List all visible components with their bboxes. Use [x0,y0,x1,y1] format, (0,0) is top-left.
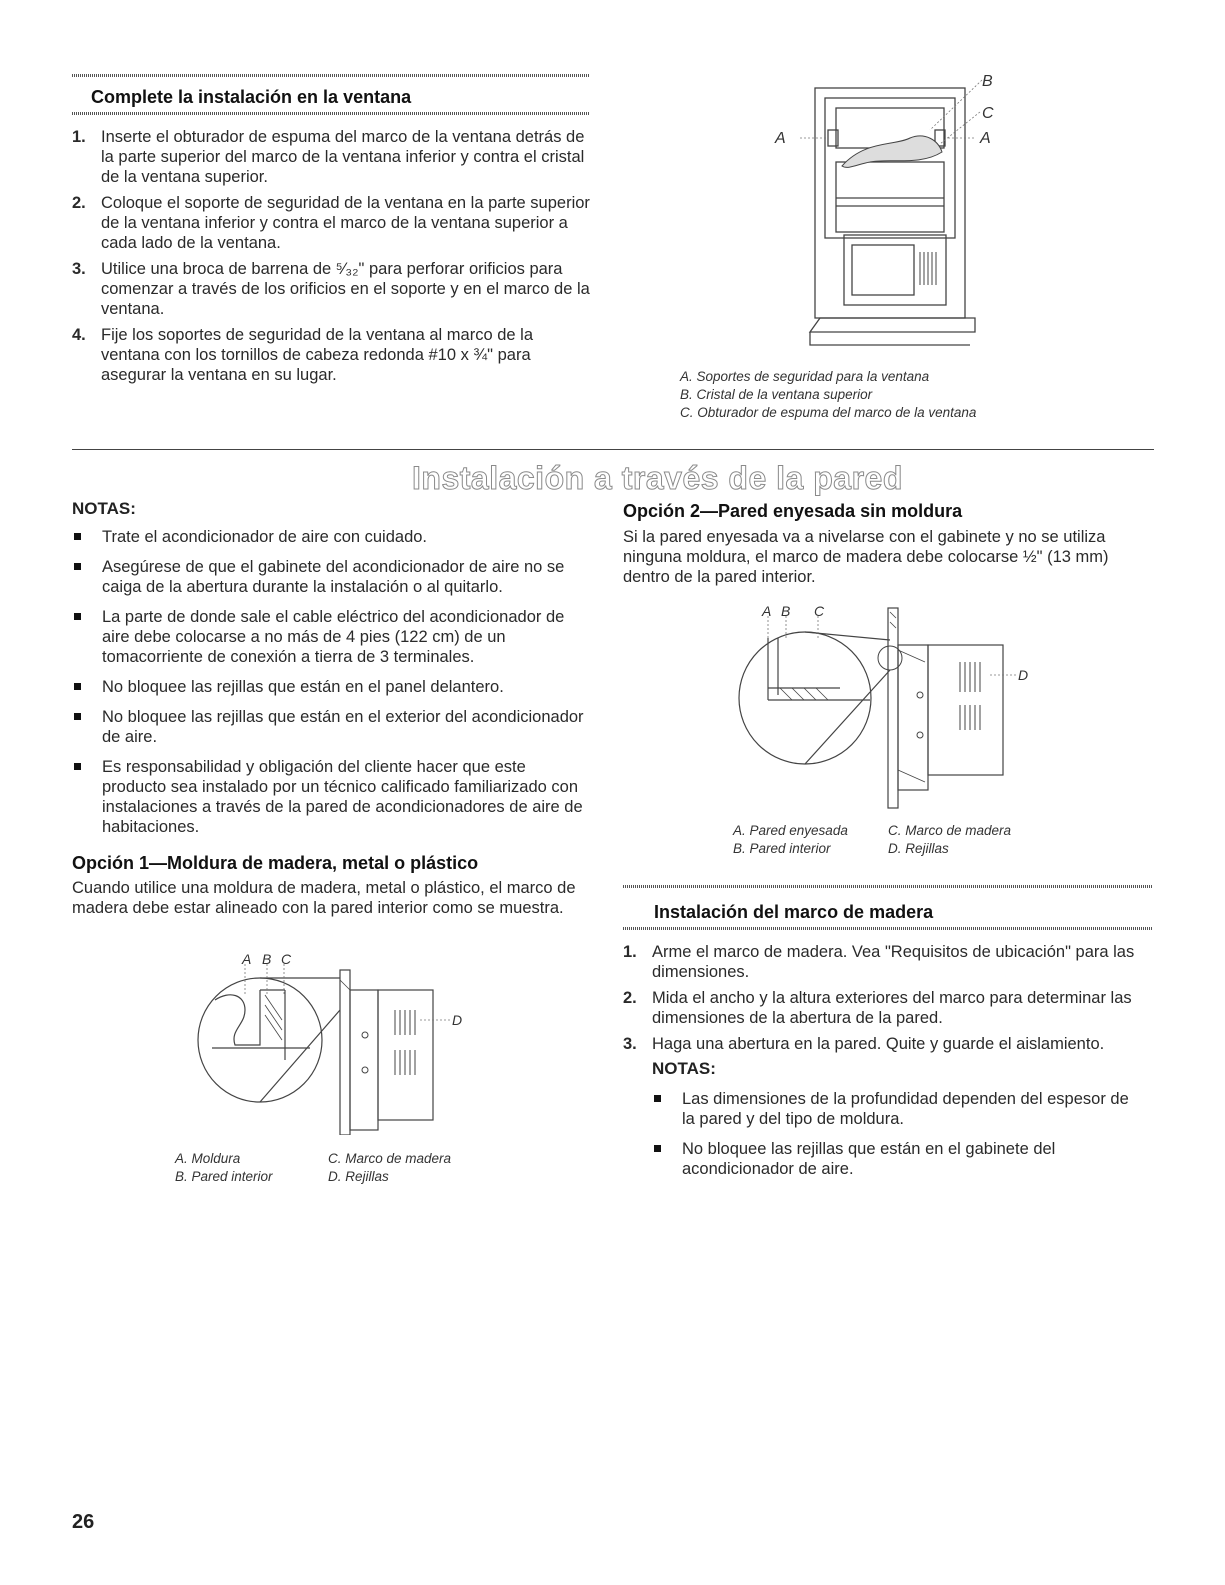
wall-installation-title: Instalación a través de la pared [412,460,903,496]
option1-captions-left [175,1150,273,1186]
frame-notes-list [652,1089,1132,1189]
window-step: 1. Inserte el obturador de espuma del marco de la ventana detrás de la parte superior del marco de la ventana inferior y contra el cristal de la ventana superior. [72,128,585,186]
caption-line: B. Pared interior [175,1169,273,1184]
note-item: Es responsabilidad y obligación del cliente hacer que este producto sea instalado por un técnico calificado familiarizado con instalaciones a través de la pared de acondicionadores de aire de habitaciones. [72,757,592,837]
frame-step: 2. Mida el ancho y la altura exteriores del marco para determinar las dimensiones de la abertura de la pared. [623,989,1132,1027]
option2-title: Opción 2—Pared enyesada sin moldura [623,501,963,521]
frame-rule-top [623,885,1153,888]
fig-label-a-right: A [980,130,991,147]
fig-label-b: B [982,73,993,90]
fig-label-c: C [982,105,994,122]
caption-line: A. Soportes de seguridad para la ventana [680,369,930,384]
frame-note-item: Las dimensiones de la profundidad dependen del espesor de la pared y del tipo de moldura. [652,1089,1132,1129]
frame-step: 3. Haga una abertura en la pared. Quite y guarde el aislamiento. [623,1035,1105,1053]
option2-captions-left [733,822,848,858]
option2-captions-right [888,822,1011,858]
opt2-label-b: B [781,603,791,619]
option2-figure [720,600,1050,810]
caption-line: C. Marco de madera [888,823,1012,838]
opt1-label-c: C [281,951,292,967]
option1-captions-right [328,1150,451,1186]
fig-label-a-left: A [775,130,786,147]
caption-line: B. Pared interior [733,841,831,856]
caption-line: B. Cristal de la ventana superior [680,387,873,402]
note-item: Trate el acondicionador de aire con cuidado. [72,527,592,547]
frame-rule-bottom [623,927,1153,930]
frame-steps [623,942,1153,1060]
option1-figure [190,950,470,1135]
frame-step: 1. Arme el marco de madera. Vea "Requisitos de ubicación" para las dimensiones. [623,943,1135,981]
note-item: Asegúrese de que el gabinete del acondicionador de aire no se caiga de la abertura durante la instalación o al quitarlo. [72,557,592,597]
opt1-label-a: A [242,951,252,967]
opt1-label-d: D [452,1012,463,1028]
window-step: 3. Utilice una broca de barrena de ⁵⁄₃₂" para perforar orificios para comenzar a través de los orificios en el soporte y en el marco de la ventana. [72,260,590,318]
caption-line: C. Marco de madera [328,1151,452,1166]
opt2-label-c: C [814,603,825,619]
note-item: No bloquee las rejillas que están en el panel delantero. [72,677,592,697]
notes-heading: NOTAS: [72,499,136,518]
section-divider [72,449,1154,450]
notes-list [72,527,592,847]
window-figure-captions [680,368,976,422]
caption-line: D. Rejillas [328,1169,389,1184]
caption-line: D. Rejillas [888,841,949,856]
note-item: La parte de donde sale el cable eléctrico del acondicionador de aire debe colocarse a no más de 4 pies (122 cm) de un tomacorriente de conexión a tierra de 3 terminales. [72,607,592,667]
caption-line: A. Pared enyesada [733,823,848,838]
page-number: 26 [72,1511,95,1533]
caption-line: C. Obturador de espuma del marco de la ventana [680,405,977,420]
option2-text: Si la pared enyesada va a nivelarse con el gabinete y no se utiliza ninguna moldura, el marco de madera debe colocarse ½" (13 mm) dentro de la pared interior. [623,528,1109,586]
option1-title: Opción 1—Moldura de madera, metal o plástico [72,853,479,873]
window-step: 2. Coloque el soporte de seguridad de la ventana en la parte superior de la ventana inferior y contra el marco de la ventana superior a cada lado de la ventana. [72,194,590,252]
section-rule-top [72,74,590,77]
window-section-title: Complete la instalación en la ventana [91,87,412,107]
caption-line: A. Moldura [175,1151,241,1166]
opt2-label-a: A [762,603,772,619]
frame-section-title: Instalación del marco de madera [654,902,934,922]
section-rule-bottom [72,112,590,115]
note-item: No bloquee las rejillas que están en el exterior del acondicionador de aire. [72,707,592,747]
window-step: 4. Fije los soportes de seguridad de la ventana al marco de la ventana con los tornillos de cabeza redonda #10 x ¾" para asegurar la ventana en su lugar. [72,326,534,384]
window-installation-figure [770,70,1010,355]
option1-text: Cuando utilice una moldura de madera, metal o plástico, el marco de madera debe estar alineado con la pared interior como se muestra. [72,879,576,917]
frame-note-item: No bloquee las rejillas que están en el gabinete del acondicionador de aire. [652,1139,1132,1179]
window-steps [72,127,592,391]
opt2-label-d: D [1018,667,1029,683]
frame-notes-heading: NOTAS: [652,1059,716,1078]
opt1-label-b: B [262,951,272,967]
